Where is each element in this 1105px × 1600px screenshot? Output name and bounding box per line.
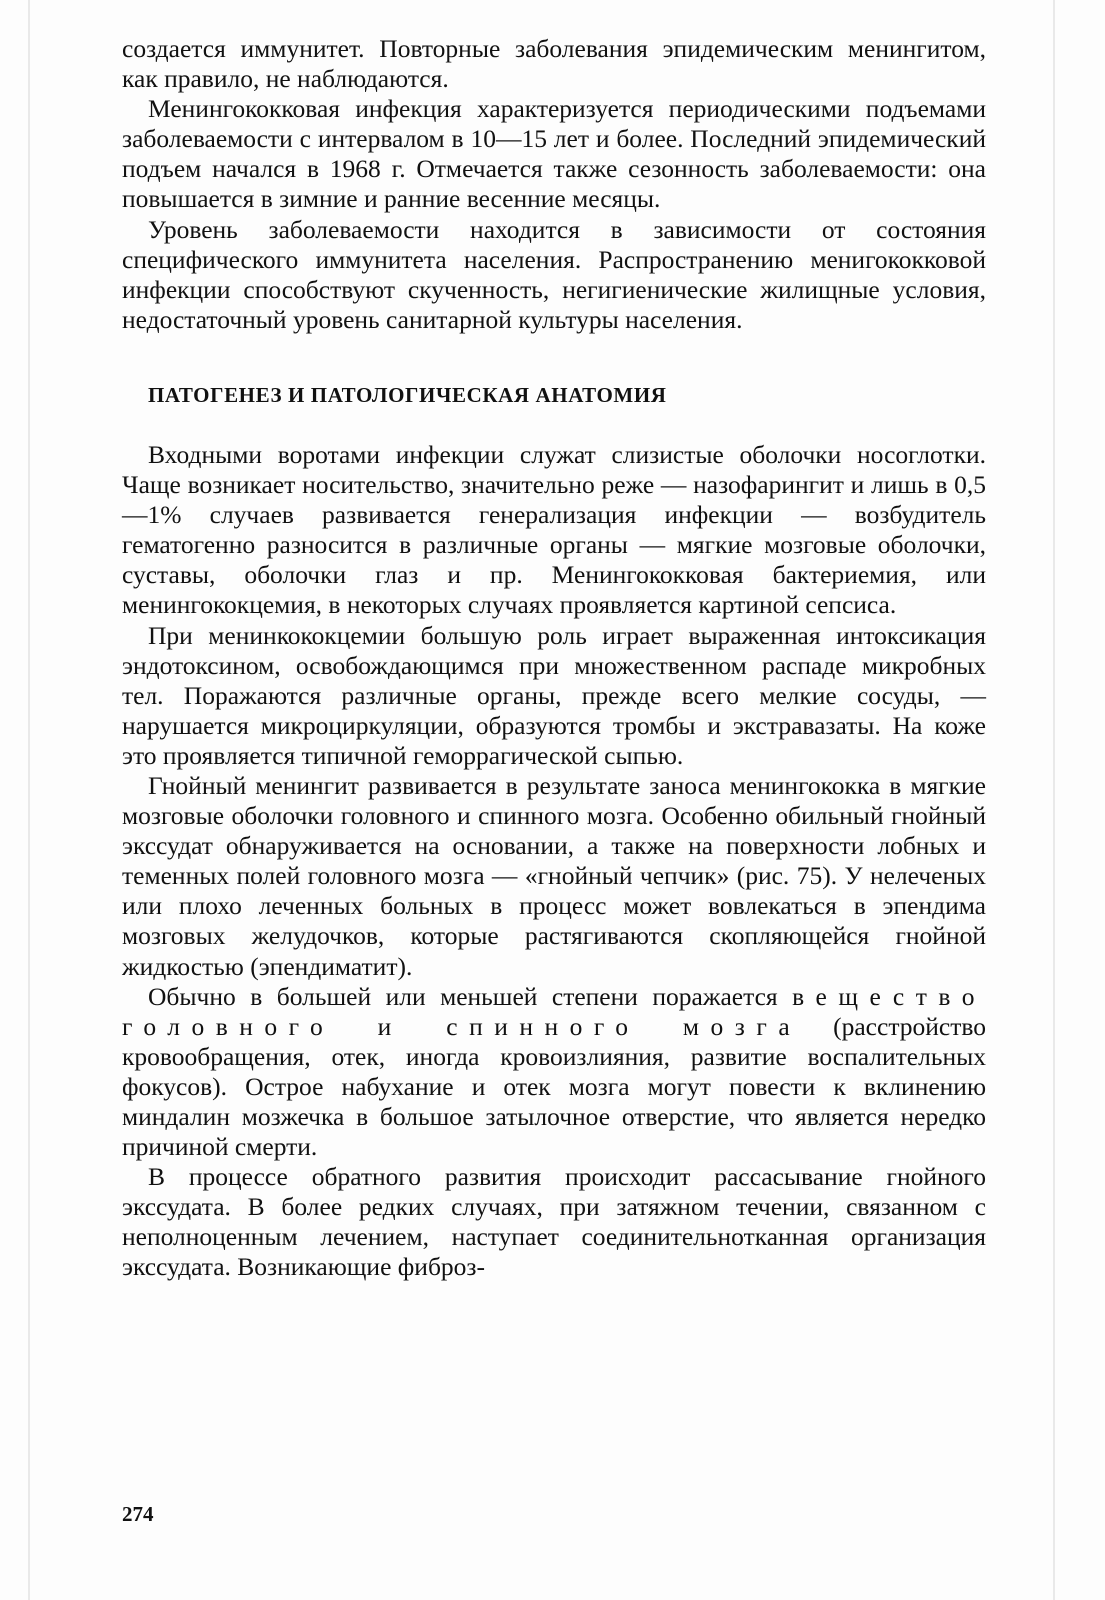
page-edge-left	[28, 0, 30, 1600]
section-heading: ПАТОГЕНЕЗ И ПАТОЛОГИЧЕСКАЯ АНАТОМИЯ	[148, 382, 667, 407]
paragraph-purulent-meningitis: Гнойный менингит развивается в результате заноса менингококка в мягкие мозговые оболочки головного и спинного мозга. Особенно обильный гнойный экссудат обнаруживается на основании, а также на поверхности лобных и теменных полей головного мозга — «гнойный чепчик» (рис. 75). У нелеченых или плохо леченных больных в процесс может вовлекаться в эпендима мозговых желудочков, которые растягиваются скопляющейся гнойной жидкостью (эпендиматит).	[122, 770, 986, 981]
paragraph-brain-substance	[122, 982, 986, 1163]
paragraph-meningococcemia: При менинкококцемии большую роль играет выраженная интоксикация эндотоксином, освобождающимся при множественном распаде микробных тел. Поражаются различные органы, прежде всего мелкие сосуды, — нарушается микроциркуляции, образуются тромбы и экстравазаты. На коже это проявляется типичной геморрагической сыпью.	[122, 620, 986, 770]
paragraph-incidence-level: Уровень заболеваемости находится в зависимости от состояния специфического иммунитета населения. Распространению менигококковой инфекции способствуют скученность, негигиенические жилищные условия, недостаточный уровень санитарной культуры населения.	[122, 214, 986, 334]
page-edge-right	[1053, 0, 1055, 1600]
page-number: 274	[122, 1502, 154, 1526]
paragraph-brain-substance-end: (расстройство кровообращения, отек, иногда кровоизлияния, развитие воспалительных фокусов). Острое набухание и отек мозга могут повести к вклинению миндалин мозжечка в большое затылочное отверстие, что является нередко причиной смерти.	[122, 1011, 987, 1162]
paragraph-entry-gates: Входными воротами инфекции служат слизистые оболочки носоглотки. Чаще возникает носительство, значительно реже — назофарингит и лишь в 0,5—1% случаев развивается генерализация инфекции — возбудитель гематогенно разносится в различные органы — мягкие мозговые оболочки, суставы, оболочки глаз и пр. Менингококковая бактериемия, или менингококцемия, в некоторых случаях проявляется картиной сепсиса.	[122, 439, 986, 620]
paragraph-brain-substance-start: Обычно в большей или меньшей степени поражается	[148, 981, 778, 1011]
paragraph-immunity-continued: создается иммунитет. Повторные заболевания эпидемическим менингитом, как правило, не наблюдаются.	[122, 34, 986, 94]
spaced-emphasis: вещество головного и спинного мозга	[122, 981, 987, 1041]
paragraph-reverse-development: В процессе обратного развития происходит рассасывание гнойного экссудата. В более редких случаях, при затяжном течении, связанном с неполноценным лечением, наступает соединительнотканная организация экссудата. Возникающие фиброз-	[122, 1162, 986, 1282]
page-text	[122, 34, 986, 1283]
paragraph-periodicity: Менингококковая инфекция характеризуется периодическими подъемами заболеваемости с интервалом в 10—15 лет и более. Последний эпидемический подъем начался в 1968 г. Отмечается также сезонность заболеваемости: она повышается в зимние и ранние весенние месяцы.	[122, 94, 986, 214]
